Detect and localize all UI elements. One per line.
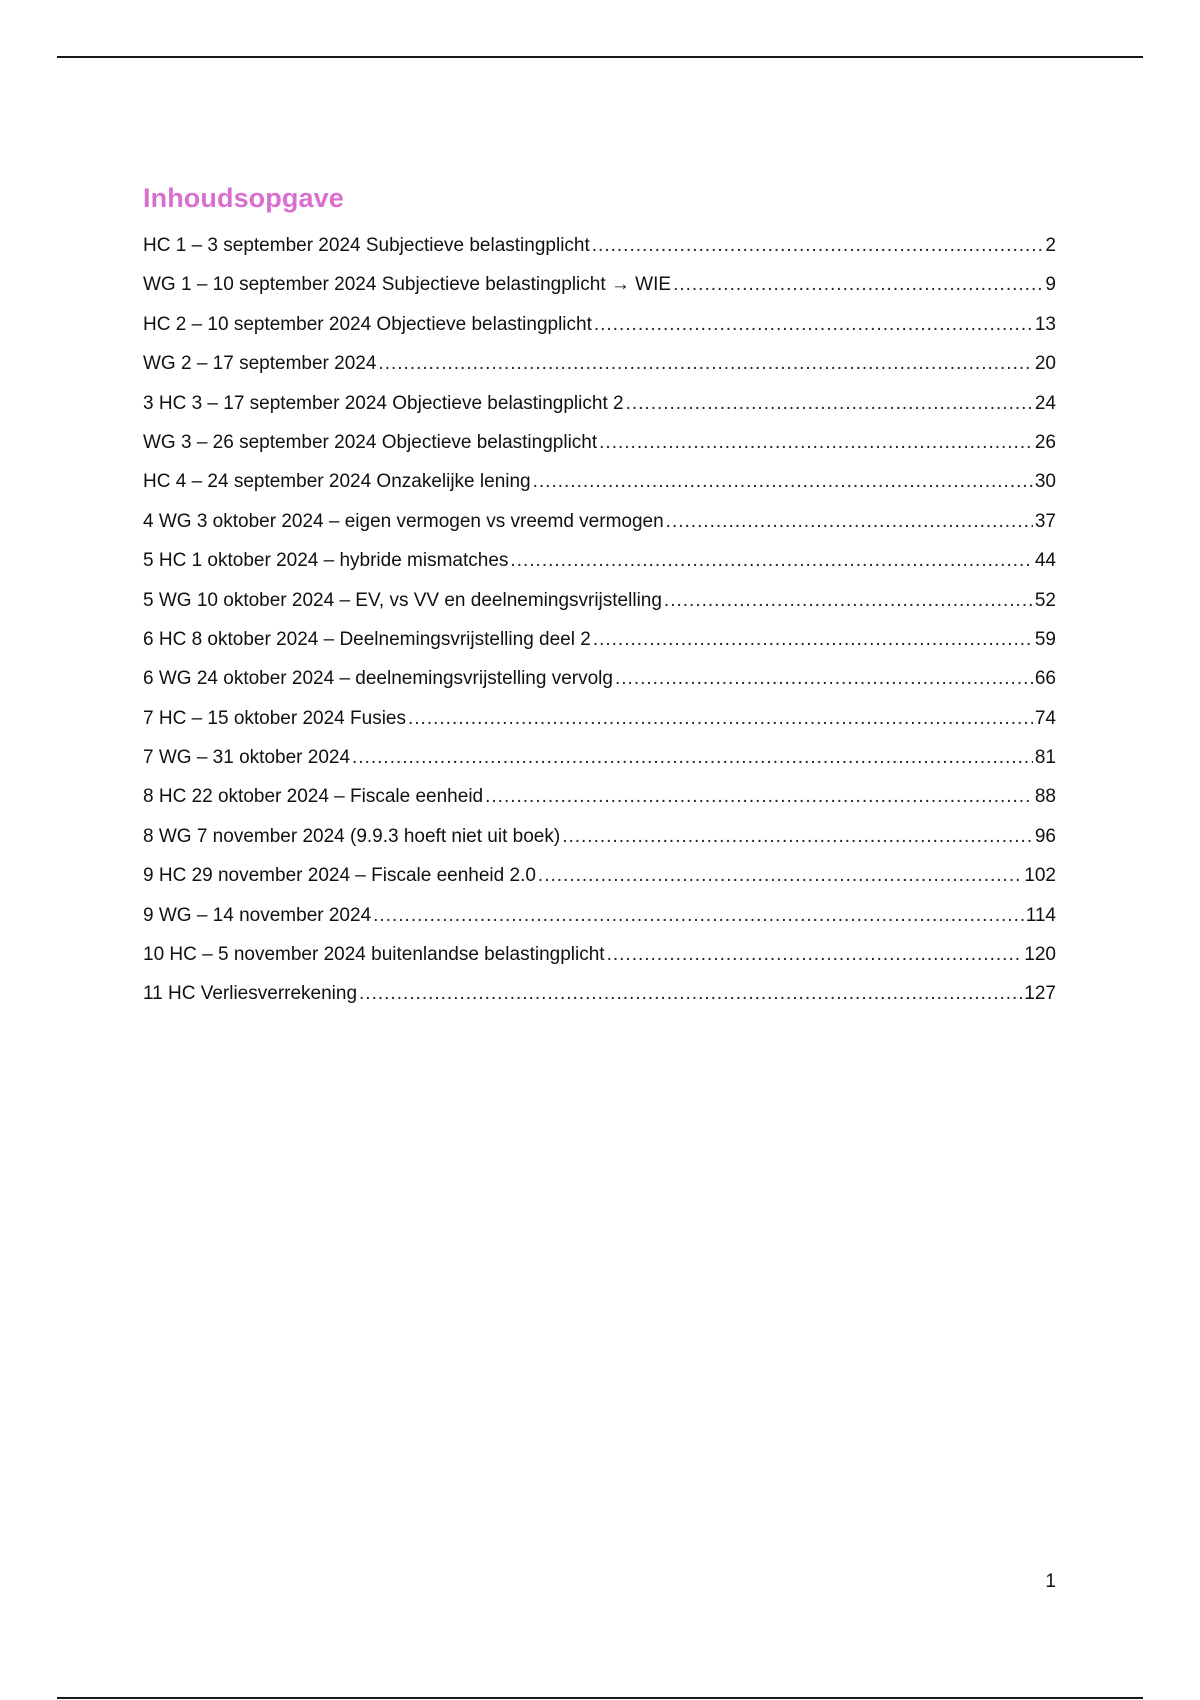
toc-dot-leader xyxy=(562,817,1033,856)
toc-entry-page: 52 xyxy=(1034,589,1056,611)
toc-dot-leader xyxy=(626,384,1033,423)
toc-entry[interactable] xyxy=(143,344,1056,383)
toc-dot-leader xyxy=(664,581,1033,620)
toc-dot-leader xyxy=(373,896,1024,935)
toc-entry-page: 37 xyxy=(1034,510,1056,532)
toc-entry-label: 5 WG 10 oktober 2024 – EV, vs VV en deelnemingsvrijstelling xyxy=(143,589,662,611)
toc-entry-page: 9 xyxy=(1045,274,1056,296)
toc-entry-label: HC 4 – 24 september 2024 Onzakelijke lening xyxy=(143,471,531,493)
toc-entry[interactable] xyxy=(143,581,1056,620)
toc-entry[interactable] xyxy=(143,305,1056,344)
toc-entry-page: 2 xyxy=(1045,235,1056,256)
footer-rule xyxy=(57,1697,1143,1699)
toc-entry[interactable] xyxy=(143,777,1056,816)
toc-entry-label: 9 WG – 14 november 2024 xyxy=(143,904,372,926)
toc-entry-label: 4 WG 3 oktober 2024 – eigen vermogen vs vreemd vermogen xyxy=(143,510,664,532)
toc-entry[interactable] xyxy=(143,738,1056,777)
toc-dot-leader xyxy=(533,462,1033,501)
toc-entry-page: 13 xyxy=(1034,313,1056,335)
toc-entry-page: 81 xyxy=(1034,747,1056,769)
toc-entry-page: 102 xyxy=(1024,865,1056,887)
toc-entry[interactable] xyxy=(143,423,1056,462)
toc-entry[interactable] xyxy=(143,462,1056,501)
toc-entry-page: 44 xyxy=(1034,550,1056,572)
toc-dot-leader xyxy=(593,620,1033,659)
toc-dot-leader xyxy=(538,856,1022,895)
toc-dot-leader xyxy=(359,974,1022,1013)
toc-entry-page: 66 xyxy=(1034,668,1056,690)
toc-entry-page: 88 xyxy=(1034,786,1056,808)
toc-entry-label: HC 1 – 3 september 2024 Subjectieve belastingplicht xyxy=(143,235,590,256)
toc-entry-page: 30 xyxy=(1034,471,1056,493)
toc-entry[interactable] xyxy=(143,384,1056,423)
toc-entry-page: 26 xyxy=(1034,431,1056,453)
toc-entry[interactable] xyxy=(143,541,1056,580)
toc-dot-leader xyxy=(510,541,1032,580)
toc-entry-page: 74 xyxy=(1034,707,1056,729)
toc-dot-leader xyxy=(599,423,1033,462)
toc-entry-page: 120 xyxy=(1024,944,1056,966)
toc-dot-leader xyxy=(615,659,1033,698)
toc-entry-page: 20 xyxy=(1034,353,1056,375)
toc-entry[interactable] xyxy=(143,659,1056,698)
toc-entry-page: 96 xyxy=(1034,825,1056,847)
toc-entry-label: 6 HC 8 oktober 2024 – Deelnemingsvrijstelling deel 2 xyxy=(143,628,591,650)
page-number: 1 xyxy=(1045,1571,1056,1592)
toc-entry-page: 127 xyxy=(1024,983,1056,1005)
toc-entry-label: 3 HC 3 – 17 september 2024 Objectieve belastingplicht 2 xyxy=(143,392,624,414)
toc-dot-leader xyxy=(607,935,1023,974)
toc-entry-label: 9 HC 29 november 2024 – Fiscale eenheid 2.0 xyxy=(143,865,536,887)
toc-entry[interactable] xyxy=(143,265,1056,304)
toc-entry-label: 7 WG – 31 oktober 2024 xyxy=(143,747,351,769)
toc-entry-page: 59 xyxy=(1034,628,1056,650)
toc-dot-leader xyxy=(378,344,1032,383)
toc-dot-leader xyxy=(408,699,1033,738)
toc-entry-label: 11 HC Verliesverrekening xyxy=(143,983,358,1005)
toc-entry-label: 7 HC – 15 oktober 2024 Fusies xyxy=(143,707,406,729)
toc-entry-label: 8 HC 22 oktober 2024 – Fiscale eenheid xyxy=(143,786,484,808)
toc-entry-label: HC 2 – 10 september 2024 Objectieve belastingplicht xyxy=(143,313,592,335)
toc-dot-leader xyxy=(594,305,1033,344)
toc-entry[interactable] xyxy=(143,699,1056,738)
toc-entry-label: 10 HC – 5 november 2024 buitenlandse belastingplicht xyxy=(143,944,605,966)
toc-entry[interactable] xyxy=(143,896,1056,935)
toc-entry[interactable] xyxy=(143,226,1056,265)
toc-list xyxy=(143,226,1056,1014)
toc-dot-leader xyxy=(485,777,1033,816)
toc-title: Inhoudsopgave xyxy=(143,183,344,213)
toc-dot-leader xyxy=(673,265,1043,304)
toc-dot-leader xyxy=(666,502,1033,541)
toc-entry-label: 5 HC 1 oktober 2024 – hybride mismatches xyxy=(143,550,509,572)
toc-entry-label: WG 2 – 17 september 2024 xyxy=(143,353,377,375)
toc-entry[interactable] xyxy=(143,974,1056,1013)
toc-entry-label: WG 3 – 26 september 2024 Objectieve belastingplicht xyxy=(143,431,598,453)
header-rule xyxy=(57,56,1143,58)
toc-entry[interactable] xyxy=(143,856,1056,895)
toc-entry[interactable] xyxy=(143,935,1056,974)
toc-entry[interactable] xyxy=(143,502,1056,541)
toc-entry-label: 6 WG 24 oktober 2024 – deelnemingsvrijstelling vervolg xyxy=(143,668,613,690)
toc-entry-label: WG 1 – 10 september 2024 Subjectieve belastingplicht → WIE xyxy=(143,274,672,296)
toc-entry-page: 114 xyxy=(1025,904,1056,926)
toc-entry[interactable] xyxy=(143,817,1056,856)
toc-dot-leader xyxy=(592,226,1044,265)
toc-entry-label: 8 WG 7 november 2024 (9.9.3 hoeft niet uit boek) xyxy=(143,825,561,847)
toc-entry[interactable] xyxy=(143,620,1056,659)
toc-dot-leader xyxy=(352,738,1033,777)
toc-entry-page: 24 xyxy=(1034,392,1056,414)
